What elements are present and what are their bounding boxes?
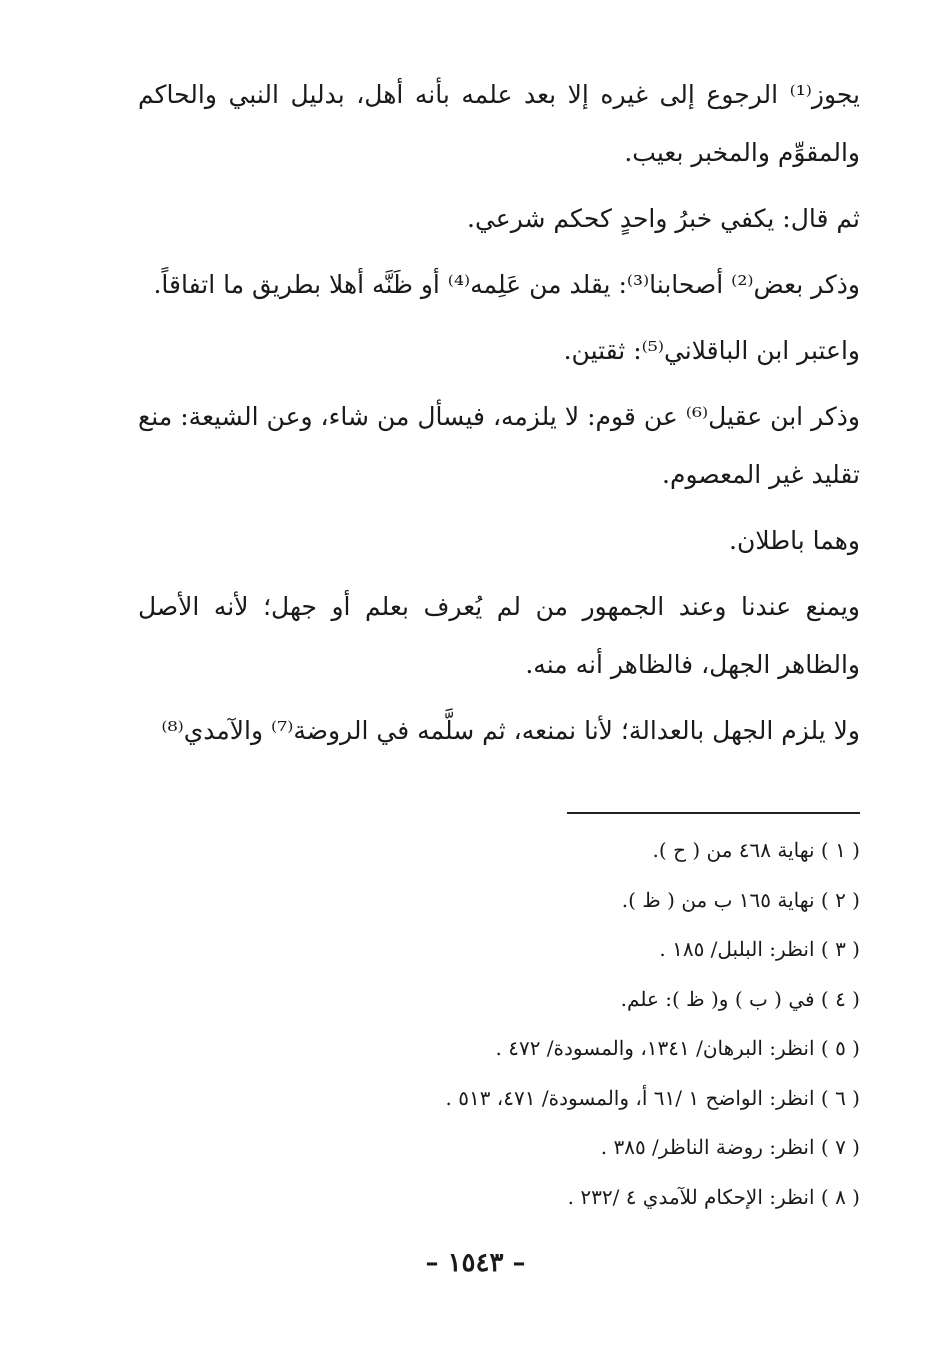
footnotes — [138, 826, 860, 1222]
footnote-8: ( ٨ ) انظر: الإحكام للآمدي ٤ /٢٣٢ . — [567, 1184, 860, 1209]
paragraph-1: يجوز⁽¹⁾ الرجوع إلى غيره إلا بعد علمه بأنه أهل، بدليل النبي والحاكم والمقوِّم والمخبر بعيب. — [138, 80, 860, 167]
paragraph-3: وذكر بعض⁽²⁾ أصحابنا⁽³⁾: يقلد من عَلِمه⁽⁴⁾ أو ظَنَّه أهلا بطريق ما اتفاقاً. — [153, 270, 860, 299]
footnote-1: ( ١ ) نهاية ٤٦٨ من ( ح ). — [652, 838, 860, 862]
footnote-7: ( ٧ ) انظر: روضة الناظر/ ٣٨٥ . — [600, 1135, 860, 1159]
footnote-4: ( ٤ ) في ( ب ) و( ظ ): علم. — [620, 986, 860, 1011]
paragraph-4: واعتبر ابن الباقلاني⁽⁵⁾: ثقتين. — [563, 336, 860, 365]
page-number: – ١٥٤٣ – — [425, 1248, 526, 1278]
footnote-2: ( ٢ ) نهاية ١٦٥ ب من ( ظ ). — [621, 887, 860, 912]
paragraph-5: وذكر ابن عقيل⁽⁶⁾ عن قوم: لا يلزمه، فيسأل من شاء، وعن الشيعة: منع تقليد غير المعصوم. — [138, 402, 860, 489]
paragraph-6: وهما باطلان. — [729, 526, 860, 555]
footnote-6: ( ٦ ) انظر: الواضح ١ /٦١ أ، والمسودة/ ٤٧١، ٥١٣ . — [445, 1085, 860, 1110]
paragraph-8: ولا يلزم الجهل بالعدالة؛ لأنا نمنعه، ثم سلَّمه في الروضة⁽⁷⁾ والآمدي⁽⁸⁾ — [161, 716, 860, 745]
footnote-5: ( ٥ ) انظر: البرهان/ ١٣٤١، والمسودة/ ٤٧٢ . — [495, 1036, 860, 1060]
paragraph-2: ثم قال: يكفي خبرُ واحدٍ كحكم شرعي. — [467, 204, 860, 233]
paragraph-7: ويمنع عندنا وعند الجمهور من لم يُعرف بعلم أو جهل؛ لأنه الأصل والظاهر الجهل، فالظاهر أنه منه. — [138, 592, 860, 679]
footnote-separator — [567, 812, 860, 814]
main-text — [138, 66, 860, 768]
footnote-3: ( ٣ ) انظر: البلبل/ ١٨٥ . — [659, 937, 860, 961]
